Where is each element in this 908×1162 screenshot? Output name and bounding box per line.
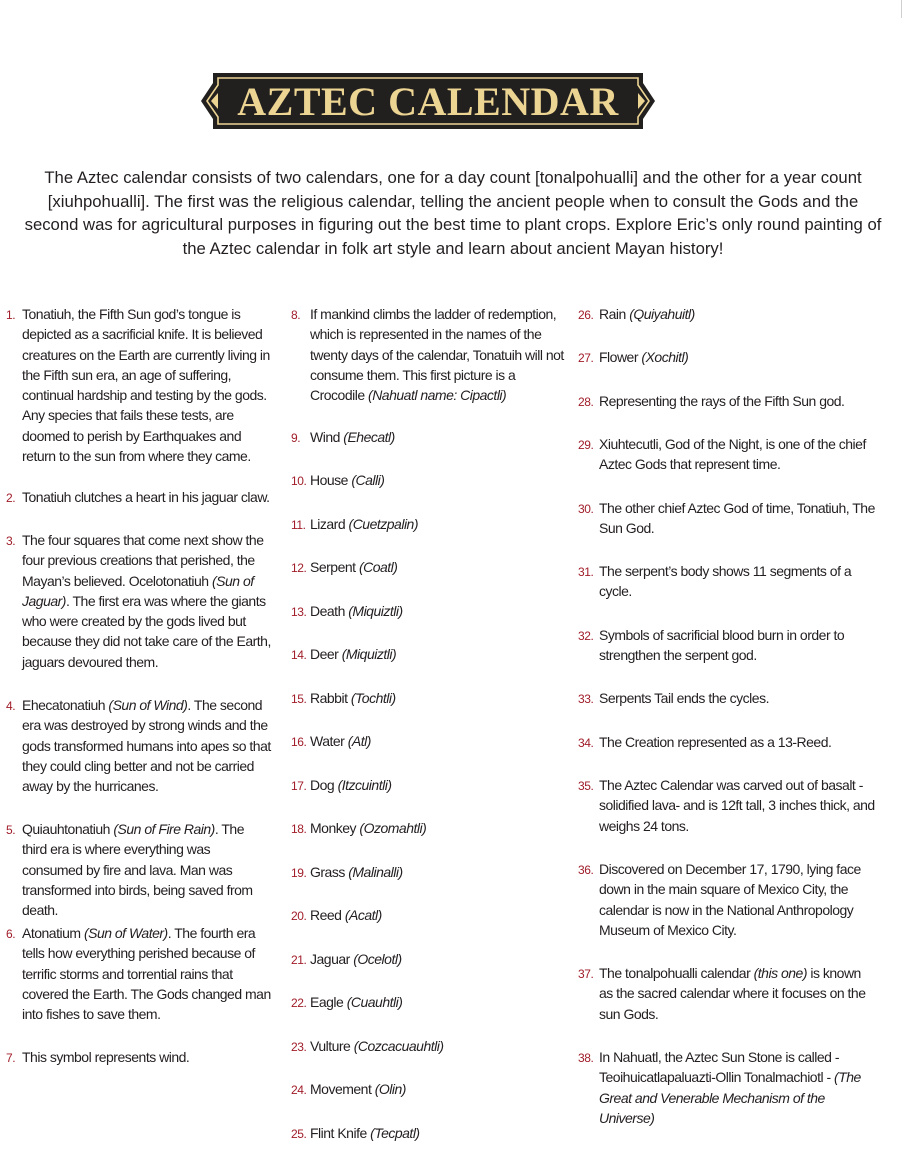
legend-item — [6, 530, 272, 672]
item-text-italic: (Sun of Fire Rain) — [113, 821, 215, 837]
item-text-segment: Symbols of sacrificial blood burn in order to strengthen the serpent god. — [599, 627, 845, 664]
item-text — [22, 1047, 272, 1067]
item-number: 4. — [6, 699, 16, 713]
legend-item — [6, 923, 272, 1024]
item-text-segment: Xiuhtecutli, God of the Night, is one of the chief Aztec Gods that represent time. — [599, 436, 866, 473]
item-text — [599, 561, 878, 602]
item-text — [310, 1036, 569, 1056]
item-text-segment: Flower — [599, 349, 642, 365]
legend-item — [6, 819, 272, 920]
item-text-italic: (this one) — [753, 965, 807, 981]
legend-item — [6, 304, 272, 466]
title-banner — [201, 73, 655, 129]
item-text-italic: (Acatl) — [344, 907, 382, 923]
item-number: 32. — [578, 629, 594, 643]
item-text — [599, 963, 878, 1024]
item-text — [599, 434, 878, 475]
item-number: 19. — [291, 866, 307, 880]
legend-item — [578, 498, 878, 539]
item-text — [310, 905, 569, 925]
item-number: 15. — [291, 692, 307, 706]
item-text-italic: (Cozcacuauhtli) — [353, 1038, 444, 1054]
item-text-italic: (Cuauhtli) — [346, 994, 403, 1010]
item-number: 22. — [291, 996, 307, 1010]
item-number: 35. — [578, 779, 594, 793]
item-number: 38. — [578, 1051, 594, 1065]
item-text-segment: In Nahuatl, the Aztec Sun Stone is called - Teoihuicatlapaluazti-Ollin Tonalmachiotl - — [599, 1049, 839, 1086]
legend-item — [578, 434, 878, 475]
intro-paragraph: The Aztec calendar consists of two calendars, one for a day count [tonalpohualli] and the other for a year count [xiuhpohualli]. The first was the religious calendar, telling the ancient people when to consult the Gods and the second was for agricultural purposes in figuring out the best time to plant crops. Explore Eric’s only round painting of the Aztec calendar in folk art style and learn about ancient Mayan history! — [24, 168, 882, 258]
legend-item — [291, 557, 569, 577]
item-text-segment: Wind — [310, 429, 344, 445]
item-text-italic: (Malinalli) — [348, 864, 403, 880]
item-text-italic: (Ozomahtli) — [359, 820, 427, 836]
item-text-italic: (Sun of Jaguar) — [22, 572, 254, 609]
item-number: 36. — [578, 863, 594, 877]
legend-item — [6, 695, 272, 796]
item-text-segment: Death — [310, 603, 349, 619]
item-text-segment: . The third era is where everything was consumed by fire and lava. Man was transformed into birds, being saved from death. — [22, 821, 253, 919]
item-text-segment: Water — [310, 733, 348, 749]
legend-item — [291, 992, 569, 1012]
item-text-italic: (Nahuatl name: Cipactli) — [368, 387, 507, 404]
legend-item — [291, 1123, 569, 1143]
item-text — [599, 625, 878, 666]
legend-item — [578, 732, 878, 752]
item-text-segment: Tonatiuh clutches a heart in his jaguar claw. — [22, 489, 270, 505]
item-text — [310, 992, 569, 1012]
item-text-segment: The serpent’s body shows 11 segments of a cycle. — [599, 563, 852, 600]
item-text-segment: . The fourth era tells how everything perished because of terrific storms and torrential rains that covered the Earth. The Gods changed man into fishes to save them. — [22, 925, 271, 1023]
item-text — [310, 427, 569, 447]
item-text-segment: Discovered on December 17, 1790, lying face down in the main square of Mexico City, the calendar is now in the National Anthropology Museum of Mexico City. — [599, 861, 861, 938]
item-text-segment: Vulture — [310, 1038, 354, 1054]
legend-item — [291, 644, 569, 664]
legend-item — [578, 963, 878, 1024]
legend-item — [6, 487, 272, 507]
item-text — [310, 818, 569, 838]
item-number: 33. — [578, 692, 594, 706]
item-number: 30. — [578, 502, 594, 516]
page-title: AZTEC CALENDAR — [237, 78, 619, 124]
item-text — [310, 304, 569, 405]
item-text-italic: (Calli) — [351, 472, 385, 488]
item-text-segment: Rabbit — [310, 690, 351, 706]
item-text-segment: Monkey — [310, 820, 360, 836]
item-number: 37. — [578, 967, 594, 981]
legend-item — [578, 561, 878, 602]
item-text-segment: House — [310, 472, 352, 488]
item-text-segment: Lizard — [310, 516, 349, 532]
item-text — [599, 732, 878, 752]
legend-item — [6, 1047, 272, 1067]
item-text-italic: (The Great and Venerable Mechanism of the Universe) — [599, 1069, 861, 1126]
item-number: 12. — [291, 561, 307, 575]
item-text-segment: . The first era was where the giants who were created by the gods lived but because they did not take care of the Earth, jaguars devoured them. — [22, 592, 271, 670]
item-number: 28. — [578, 395, 594, 409]
item-text-italic: (Coatl) — [358, 559, 398, 575]
item-number: 9. — [291, 431, 301, 445]
item-text — [599, 347, 878, 367]
item-number: 20. — [291, 909, 307, 923]
item-text — [310, 514, 569, 534]
item-number: 31. — [578, 565, 594, 579]
item-text — [310, 1079, 569, 1099]
legend-item — [291, 601, 569, 621]
item-number: 18. — [291, 822, 307, 836]
legend-item — [578, 688, 878, 708]
item-text — [599, 304, 878, 324]
item-text-italic: (Ocelotl) — [353, 951, 402, 967]
item-number: 13. — [291, 605, 307, 619]
item-text-segment: Flint Knife — [310, 1125, 371, 1141]
item-text-segment: Quiauhtonatiuh — [22, 821, 114, 837]
item-text-segment: Jaguar — [310, 951, 354, 967]
item-text — [310, 1123, 569, 1143]
item-text-segment: Rain — [599, 306, 630, 322]
item-text — [599, 859, 878, 940]
item-text-segment: Atonatium — [22, 925, 84, 941]
item-number: 14. — [291, 648, 307, 662]
item-text-italic: (Miquiztli) — [341, 646, 397, 662]
item-text-segment: The other chief Aztec God of time, Tonatiuh, The Sun God. — [599, 500, 875, 537]
legend-item — [291, 304, 569, 405]
item-number: 27. — [578, 351, 594, 365]
item-number: 7. — [6, 1051, 16, 1065]
item-text-segment: Movement — [310, 1081, 375, 1097]
item-text — [599, 688, 878, 708]
legend-item — [578, 859, 878, 940]
item-text-italic: (Miquiztli) — [348, 603, 403, 619]
legend-item — [578, 1047, 878, 1128]
item-text-italic: (Xochitl) — [641, 349, 689, 365]
item-text-italic: (Cuetzpalin) — [348, 516, 419, 532]
item-text-italic: (Atl) — [347, 733, 371, 749]
item-text-segment: Representing the rays of the Fifth Sun god. — [599, 393, 845, 409]
item-text — [310, 731, 569, 751]
item-text-segment: If mankind climbs the ladder of redemption, which is represented in the names of the twenty days of the calendar, Tonatuih will not consume them. This first picture is a Crocodile — [310, 306, 564, 404]
legend-item — [291, 731, 569, 751]
item-text — [310, 775, 569, 795]
item-text-italic: (Ehecatl) — [343, 429, 395, 445]
item-text — [599, 498, 878, 539]
legend-item — [291, 514, 569, 534]
item-text — [310, 688, 569, 708]
legend-item — [578, 347, 878, 367]
item-text-segment: This symbol represents wind. — [22, 1049, 190, 1065]
item-number: 11. — [291, 518, 306, 532]
item-text — [22, 819, 272, 920]
item-number: 21. — [291, 953, 307, 967]
item-number: 16. — [291, 735, 307, 749]
item-text — [599, 391, 878, 411]
item-text — [22, 304, 272, 466]
item-text — [22, 695, 272, 796]
item-text-segment: Deer — [310, 646, 342, 662]
page-edge-rule — [901, 0, 902, 18]
item-text — [310, 949, 569, 969]
legend-item — [291, 688, 569, 708]
item-number: 1. — [6, 308, 16, 322]
item-text-italic: (Itzcuintli) — [337, 777, 392, 793]
item-text-italic: (Quiyahuitl) — [629, 306, 695, 322]
item-text-segment: Reed — [310, 907, 345, 923]
item-text-segment: The Creation represented as a 13-Reed. — [599, 734, 832, 750]
legend-item — [291, 818, 569, 838]
item-number: 5. — [6, 823, 16, 837]
item-text-segment: Serpent — [310, 559, 359, 575]
legend-item — [578, 304, 878, 324]
legend-item — [578, 625, 878, 666]
item-text-segment: is known as the sacred calendar where it focuses on the sun Gods. — [599, 965, 866, 1022]
item-text-segment: . The second era was destroyed by strong winds and the gods transformed humans into apes so that they could cling better and not be carried away by the hurricanes. — [22, 697, 271, 795]
legend-item — [291, 427, 569, 447]
item-text-segment: Dog — [310, 777, 338, 793]
item-number: 34. — [578, 736, 594, 750]
item-text — [310, 557, 569, 577]
item-text-segment: Tonatiuh, the Fifth Sun god’s tongue is depicted as a sacrificial knife. It is believed creatures on the Earth are currently living in the Fifth sun era, an age of suffering, continual hardship and testing by the gods. Any species that fails these tests, are doomed to perish by Earthquakes and return to the sun from where they came. — [22, 306, 270, 465]
item-text-segment: Grass — [310, 864, 349, 880]
item-text-segment: Ehecatonatiuh — [22, 697, 109, 713]
item-text — [310, 601, 569, 621]
item-number: 3. — [6, 534, 16, 548]
legend-item — [291, 1079, 569, 1099]
item-text — [310, 470, 569, 490]
item-text — [310, 862, 569, 882]
item-text-segment: Eagle — [310, 994, 347, 1010]
legend-item — [291, 775, 569, 795]
legend-item — [291, 862, 569, 882]
item-text-italic: (Tochtli) — [350, 690, 396, 706]
item-text — [599, 1047, 878, 1128]
item-text — [22, 923, 272, 1024]
legend-item — [291, 949, 569, 969]
item-text-segment: The Aztec Calendar was carved out of basalt -solidified lava- and is 12ft tall, 3 inches thick, and weighs 24 tons. — [599, 777, 875, 834]
item-text-italic: (Olin) — [374, 1081, 406, 1097]
item-number: 25. — [291, 1127, 307, 1141]
item-number: 17. — [291, 779, 307, 793]
item-number: 26. — [578, 308, 594, 322]
item-text — [22, 487, 272, 507]
legend-item — [578, 775, 878, 836]
item-text-italic: (Sun of Wind) — [108, 697, 188, 713]
legend-item — [291, 1036, 569, 1056]
legend-item — [291, 470, 569, 490]
item-number: 6. — [6, 927, 16, 941]
item-number: 29. — [578, 438, 594, 452]
item-number: 24. — [291, 1083, 307, 1097]
item-text-segment: Serpents Tail ends the cycles. — [599, 690, 769, 706]
item-text-segment: The four squares that come next show the four previous creations that perished, the Mayan’s believed. Ocelotonatiuh — [22, 532, 264, 589]
item-number: 10. — [291, 474, 307, 488]
item-text — [22, 530, 272, 672]
item-number: 2. — [6, 491, 16, 505]
item-text-italic: (Tecpatl) — [370, 1125, 420, 1141]
item-text — [310, 644, 569, 664]
item-text — [599, 775, 878, 836]
item-number: 8. — [291, 308, 301, 322]
item-number: 23. — [291, 1040, 307, 1054]
legend-item — [291, 905, 569, 925]
legend-item — [578, 391, 878, 411]
item-text-segment: The tonalpohualli calendar — [599, 965, 754, 981]
item-text-italic: (Sun of Water) — [83, 925, 168, 941]
